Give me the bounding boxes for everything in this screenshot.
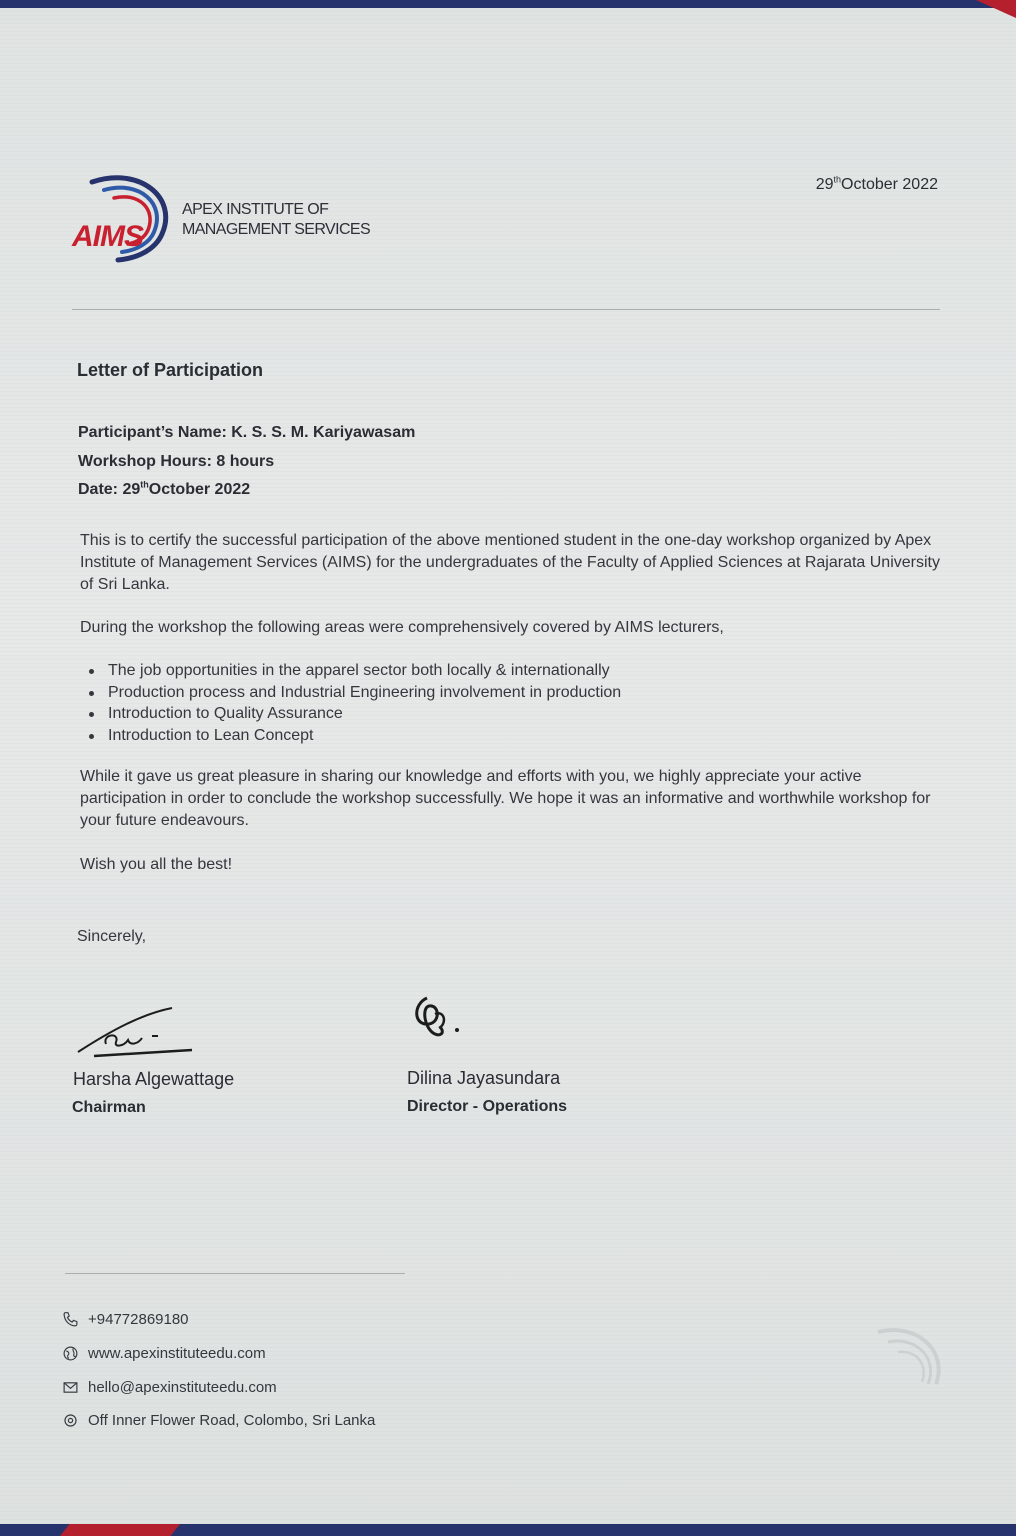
contact-website bbox=[62, 1345, 266, 1362]
director-role: Director - Operations bbox=[407, 1098, 568, 1115]
org-name-line2: MANAGEMENT SERVICES bbox=[182, 221, 371, 238]
contact-address bbox=[62, 1412, 375, 1429]
chairman-signature bbox=[72, 1000, 202, 1065]
contact-phone bbox=[62, 1311, 189, 1328]
participant-info bbox=[78, 423, 415, 509]
workshop-date: Date: 29thOctober 2022 bbox=[78, 479, 251, 498]
aims-logo bbox=[70, 168, 180, 268]
chairman-name: Harsha Algewattage bbox=[73, 1069, 235, 1089]
footer-divider bbox=[65, 1273, 405, 1274]
top-border-stripe bbox=[0, 0, 1016, 8]
closing: Sincerely, bbox=[77, 928, 147, 945]
chairman-role: Chairman bbox=[72, 1099, 146, 1116]
phone-icon bbox=[62, 1311, 79, 1328]
org-name-line1: APEX INSTITUTE OF bbox=[182, 201, 329, 218]
workshop-hours: Workshop Hours: 8 hours bbox=[78, 452, 275, 470]
header-divider bbox=[72, 309, 940, 310]
wishes-line: Wish you all the best! bbox=[80, 856, 233, 873]
participant-name: Participant’s Name: K. S. S. M. Kariyawasam bbox=[78, 424, 416, 441]
list-item: Production process and Industrial Engineering involvement in production bbox=[88, 682, 621, 704]
mail-icon bbox=[62, 1379, 79, 1396]
website-url: www.apexinstituteedu.com bbox=[88, 1345, 266, 1362]
organization-name bbox=[182, 200, 370, 240]
director-signature bbox=[405, 990, 470, 1060]
letter-title: Letter of Participation bbox=[77, 360, 264, 380]
globe-icon bbox=[62, 1345, 79, 1362]
address-text: Off Inner Flower Road, Colombo, Sri Lanka bbox=[88, 1412, 376, 1429]
certification-paragraph: This is to certify the successful participation of the above mentioned student in the one-day workshop organized by Apex Institute of Management Services (AIMS) for the undergraduates of the Faculty of Applied Sciences at Rajarata University of Sri Lanka. bbox=[80, 532, 940, 593]
list-item: Introduction to Quality Assurance bbox=[88, 703, 621, 725]
email-address: hello@apexinstituteedu.com bbox=[88, 1379, 277, 1396]
bottom-border-accent bbox=[60, 1524, 180, 1536]
contact-email bbox=[62, 1379, 277, 1396]
letter-date: 29thOctober 2022 bbox=[815, 174, 938, 193]
top-border-accent bbox=[976, 0, 1016, 18]
location-icon bbox=[62, 1412, 79, 1429]
embossed-seal bbox=[858, 1322, 948, 1412]
topics-intro: During the workshop the following areas were comprehensively covered by AIMS lecturers, bbox=[80, 619, 724, 636]
list-item: Introduction to Lean Concept bbox=[88, 725, 621, 747]
list-item: The job opportunities in the apparel sector both locally & internationally bbox=[88, 660, 621, 682]
logo-wordmark: AIMS bbox=[72, 220, 143, 253]
appreciation-paragraph: While it gave us great pleasure in sharing our knowledge and efforts with you, we highly appreciate your active participation in order to conclude the workshop successfully. We hope it was an informative and worthwhile workshop for your future endeavours. bbox=[80, 768, 931, 829]
phone-number: +94772869180 bbox=[88, 1311, 189, 1328]
topics-list bbox=[88, 660, 621, 747]
director-name: Dilina Jayasundara bbox=[407, 1068, 561, 1088]
